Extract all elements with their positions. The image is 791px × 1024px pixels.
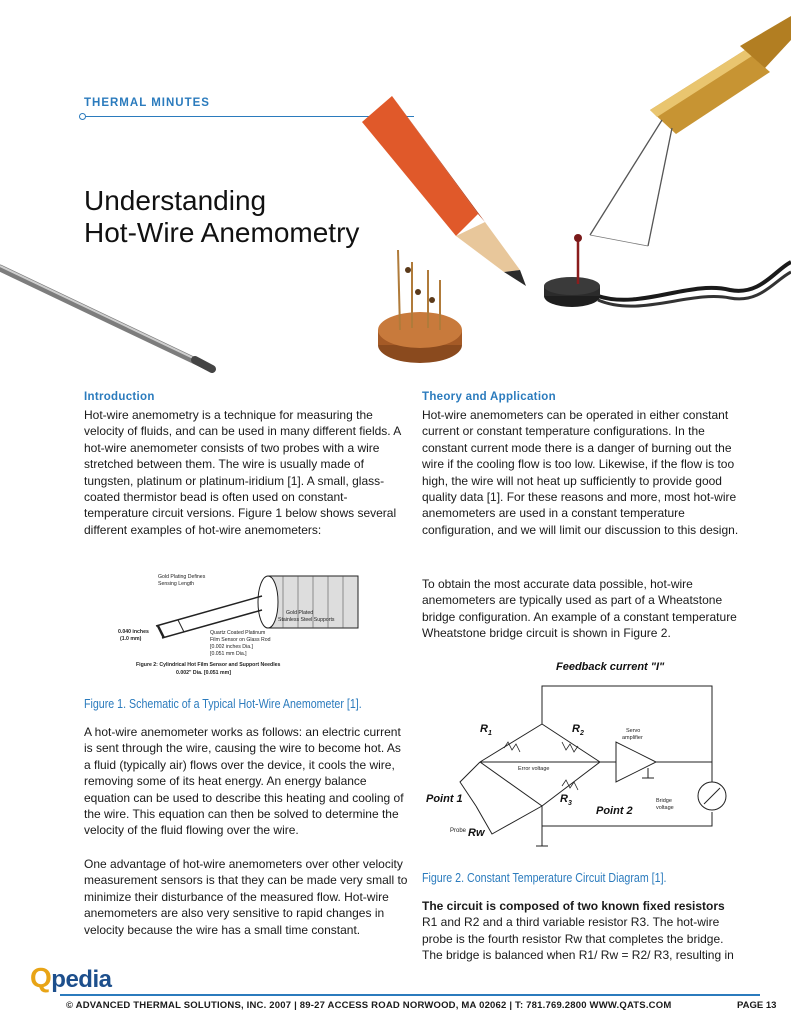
r1-label: $R_1$	[480, 723, 492, 737]
fig1-label-dim-inches: 0.040 inches	[118, 629, 149, 635]
bridge-label-1: Bridge	[656, 798, 672, 804]
circuit-line-2: R1 and R2 and a third variable resistor R3. The hot-wire	[422, 915, 720, 930]
circuit-line-3: probe is the fourth resistor Rw that completes the bridge.	[422, 931, 724, 946]
header-photos	[0, 0, 791, 390]
fig1-label-film4: [0.051 mm Dia.]	[210, 651, 247, 657]
fig1-label-film2: Film Sensor on Glass Rod	[210, 637, 271, 643]
theory-paragraph-2: To obtain the most accurate data possible, hot-wire anemometers are typically used as part of a Wheatstone bridge configuration. An example of a constant temperature Wheatstone bridge circuit is shown in Figure 2.	[422, 577, 737, 641]
r2-label: $R_2$	[572, 723, 584, 737]
qpedia-logo: Qpedia	[30, 962, 112, 993]
fig1-label-supports: Gold Plated	[286, 610, 314, 616]
fig1-label-film1: Quartz Coated Platinum	[210, 630, 266, 636]
r1-resistor	[504, 742, 520, 752]
error-voltage-label: Error voltage	[518, 766, 550, 772]
title-line-1: Understanding	[84, 185, 267, 216]
fig1-label-gold: Gold Plating Defines	[158, 574, 206, 580]
operation-paragraph-2: One advantage of hot-wire anemometers over other velocity measurement sensors is that they can be made very small to minimize their disturbance of the measured flow. Hot-wire anemometers are also very sensitive to rapid changes in velocity because the wire has a small time constant.	[84, 857, 408, 937]
multi-probe-image	[378, 250, 462, 363]
servo-label-1: Servo	[626, 728, 641, 734]
theory-paragraph-1: Hot-wire anemometers can be operated in either constant current or constant temperature configurations. In the constant current mode there is a danger of burning out the wire if the cooling flow is too low. Likewise, if the flow is too high, the wire will not heat up sufficiently to provide good quality data [1]. For these reasons and more, most hot-wire anemometers are used in a constant temperature configuration, and we will limit our discussion to this design.	[422, 408, 739, 537]
fig1-note2: 0.002" Dia. [0.051 mm]	[176, 670, 231, 676]
feedback-label: Feedback current "I"	[556, 661, 665, 673]
footer-text: © ADVANCED THERMAL SOLUTIONS, INC. 2007 | 89-27 ACCESS ROAD NORWOOD, MA 02062 | T: 781.769.2800 WWW.QATS.COM	[66, 1000, 672, 1011]
point1-label: Point 1	[426, 793, 463, 805]
figure2-caption: Figure 2. Constant Temperature Circuit Diagram [1].	[422, 870, 667, 885]
figure2-circuit	[420, 656, 760, 856]
circuit-line-4: The bridge is balanced when R1/ Rw = R2/ R3, resulting in	[422, 948, 734, 963]
intro-heading: Introduction	[84, 391, 155, 403]
brass-probe-image	[590, 16, 791, 246]
fig1-note: Figure 2: Cylindrical Hot Film Sensor and Support Needles	[136, 662, 281, 668]
r3-label: $R_3$	[560, 793, 572, 807]
servo-amplifier	[616, 742, 656, 782]
fig1-label-film3: [0.002 inches Dia.]	[210, 644, 253, 650]
fig1-label-supports2: Stainless Steel Supports	[278, 617, 335, 623]
figure1-schematic	[118, 568, 378, 680]
pencil-image	[362, 96, 526, 286]
title-line-2: Hot-Wire Anemometry	[84, 217, 360, 248]
figure1-caption: Figure 1. Schematic of a Typical Hot-Wire Anemometer [1].	[84, 696, 362, 711]
page-number: PAGE 13	[737, 1000, 777, 1011]
bridge-label-2: voltage	[656, 805, 674, 811]
operation-paragraph-1: A hot-wire anemometer works as follows: an electric current is sent through the wire, causing the wire to become hot. As a fluid (typically air) flows over the device, it cools the wire, removing some of its heat energy. An energy balance equation can be used to describe this heating and cooling of the wire. This equation can then be solved to determine the velocity of the fluid flowing over the wire.	[84, 725, 404, 838]
point2-label: Point 2	[596, 805, 633, 817]
probe-label: Probe	[450, 828, 467, 834]
r2-resistor	[562, 742, 578, 752]
theory-heading: Theory and Application	[422, 391, 556, 403]
circuit-description	[422, 898, 752, 964]
thermistor-probe-image	[544, 234, 791, 307]
footer-rule	[60, 994, 760, 996]
feedback-wire	[542, 686, 712, 756]
section-label: THERMAL MINUTES	[84, 97, 210, 109]
circuit-line-1: The circuit is composed of two known fixed resistors	[422, 899, 725, 913]
probe-rod-image	[0, 266, 212, 369]
rw-label: Rw	[468, 827, 485, 839]
intro-paragraph: Hot-wire anemometry is a technique for measuring the velocity of fluids, and can be used in many different fields. A hot-wire anemometer consists of two probes with a wire stretched between them. The wire is usually made of tungsten, platinum or platinum-iridium [1]. A small, glass-coated thermistor bead is often used on constant-temperature circuit versions. Figure 1 below shows several different examples of hot-wire anemometers:	[84, 408, 401, 537]
servo-label-2: amplifier	[622, 735, 643, 741]
fig1-label-sensing: Sensing Length	[158, 581, 195, 587]
fig1-label-dim-mm: (1.0 mm)	[120, 636, 142, 642]
